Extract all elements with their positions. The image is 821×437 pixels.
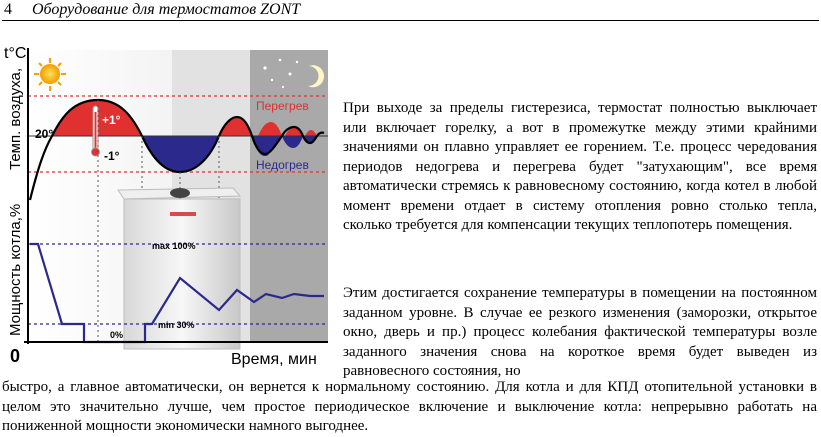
max-power-label: max 100%	[152, 241, 196, 251]
paragraph-stability: Этим достигается сохранение температуры в помещении на постоянном заданном уровне. В случае ее резкого изменения (заморозки, открытое окно, дверь и пр.) процесс колебания фактической температуры возле заданного значения снова на короткое время будет выведен из равновесного состояния, но	[343, 285, 817, 379]
plus-hysteresis-label: +1°	[102, 113, 121, 127]
y-unit-label: t°C	[4, 45, 27, 62]
page-number: 4	[4, 1, 12, 18]
origin-label: 0	[10, 346, 21, 366]
underheat-label: Недогрев	[256, 158, 309, 172]
x-axis-label: Время, мин	[231, 351, 317, 368]
night-panel	[250, 50, 328, 342]
setpoint-label: 20°	[35, 127, 54, 141]
thermostat-hysteresis-figure	[0, 30, 330, 375]
page-header	[2, 0, 819, 21]
paragraph-hysteresis: При выходе за пределы гистерезиса, термостат полностью выключает или включает горелку, а вот в промежутке между этими крайними значениями он плавно управляет ее горением. Т.е. процесс чередования периодов недогрева и перегрева будет "затухающим", все время автоматически стремясь к равновесному состоянию, когда котел в любой момент времени отдает в систему отопления ровно столько тепла, сколько требуется для компенсации текущих теплопотерь помещения.	[343, 100, 817, 233]
y-axis-bottom-label: Мощность котла,%	[7, 203, 24, 336]
y-axis-top-label: Темп. воздуха,	[7, 67, 24, 170]
minus-hysteresis-label: -1°	[104, 149, 120, 163]
page-header-title: Оборудование для термостатов ZONT	[32, 1, 301, 18]
min-power-label: min 30%	[158, 320, 195, 330]
overheat-label: Перегрев	[256, 99, 309, 113]
zero-power-label: 0%	[110, 330, 124, 340]
paragraph-conclusion: быстро, а главное автоматически, он вернется к нормальному состоянию. Для котла и для КПД отопительной установки в целом это значительно лучше, чем простое периодическое включение и выключение котла: непрерывно работать на пониженной мощности экономически намного выгоднее.	[2, 379, 817, 434]
